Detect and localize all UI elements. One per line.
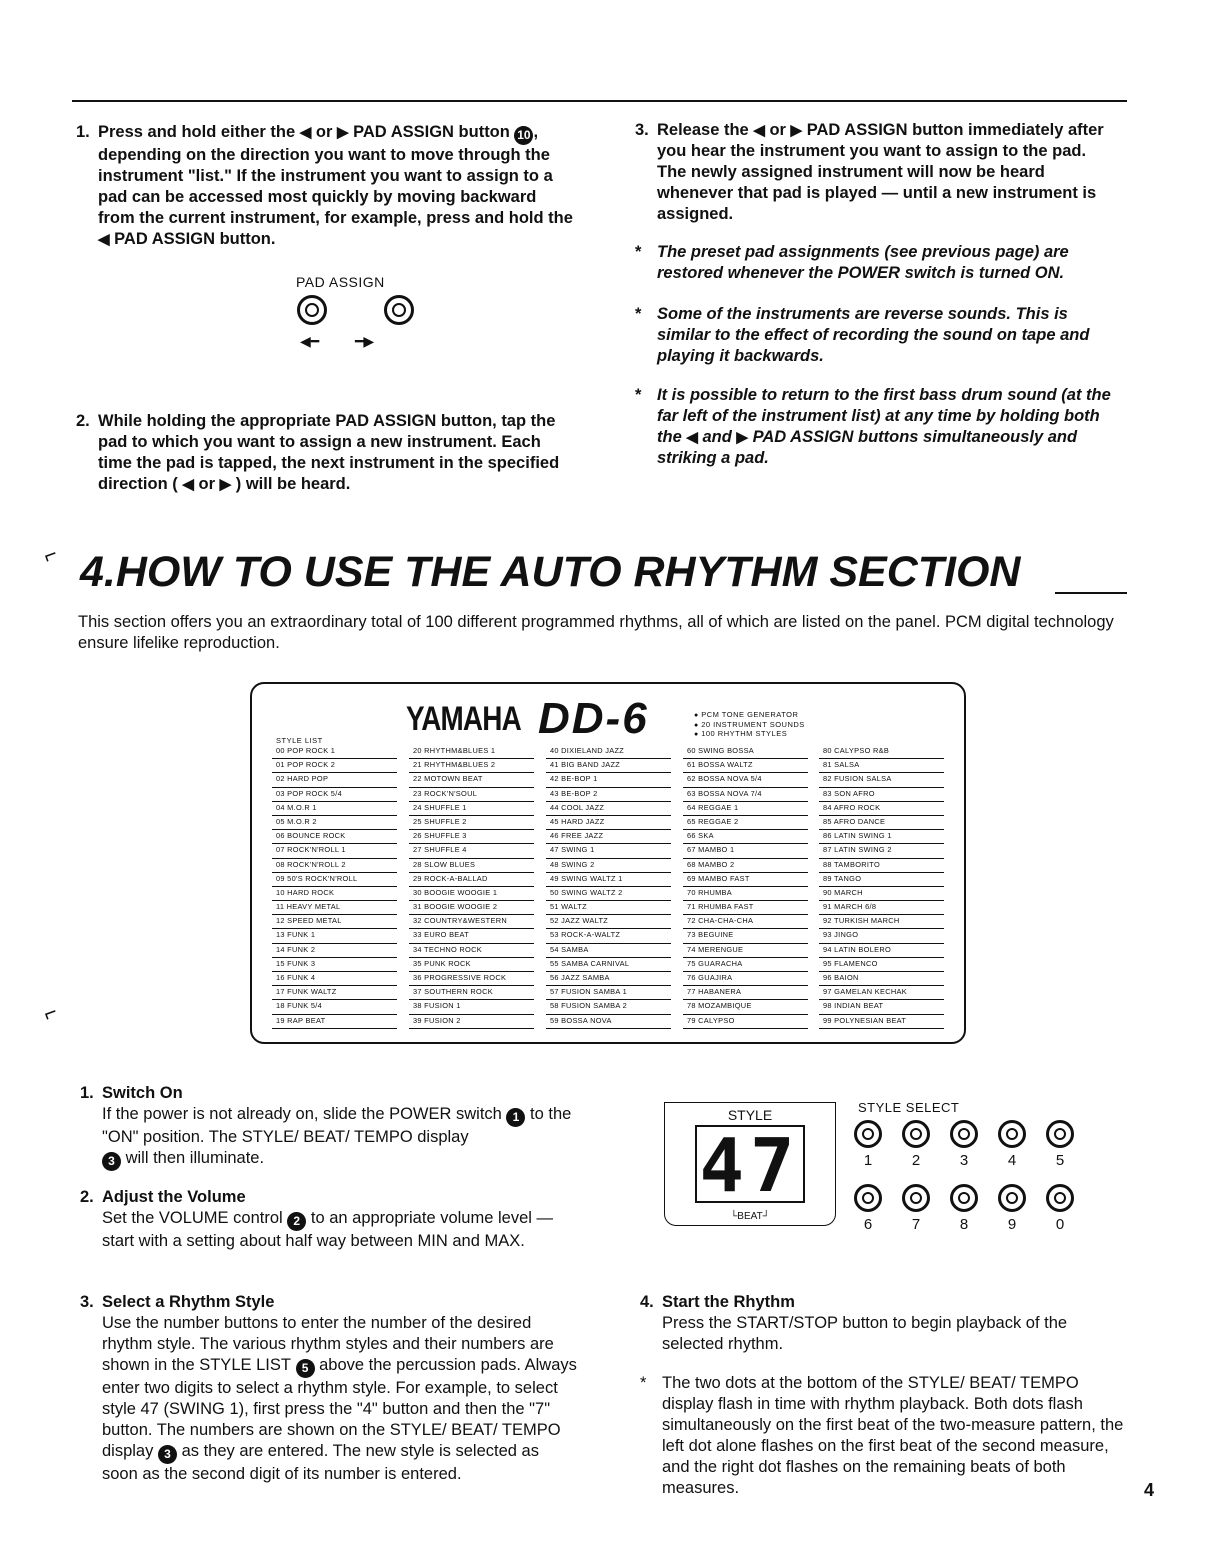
style-list-item: 55 SAMBA CARNIVAL	[546, 958, 671, 972]
style-list-item: 62 BOSSA NOVA 5/4	[683, 773, 808, 787]
style-list-item: 07 ROCK'N'ROLL 1	[272, 844, 397, 858]
style-list-item: 06 BOUNCE ROCK	[272, 830, 397, 844]
style-column-1	[272, 745, 397, 1029]
style-list-item: 97 GAMELAN KECHAK	[819, 986, 944, 1000]
style-list-item: 09 50'S ROCK'N'ROLL	[272, 873, 397, 887]
style-list-item: 74 MERENGUE	[683, 944, 808, 958]
style-list-item: 40 DIXIELAND JAZZ	[546, 745, 671, 759]
style-list-item: 45 HARD JAZZ	[546, 816, 671, 830]
style-button-7[interactable]	[902, 1184, 930, 1212]
style-list-item: 41 BIG BAND JAZZ	[546, 759, 671, 773]
step-2: 2. While holding the appropriate PAD ASSIGN button, tap the pad to which you want to assign a new instrument. Each time the pad is tapped, the next instrument in the specified direction ( ◀ or ▶ ) will be heard.	[76, 412, 560, 493]
right-arrow-icon: ▶	[790, 122, 803, 139]
style-list-item: 60 SWING BOSSA	[683, 745, 808, 759]
style-list-item: 30 BOOGIE WOOGIE 1	[409, 887, 534, 901]
style-list-item: 26 SHUFFLE 3	[409, 830, 534, 844]
style-button-5[interactable]	[1046, 1120, 1074, 1148]
style-list-item: 67 MAMBO 1	[683, 844, 808, 858]
style-column-5	[819, 745, 944, 1029]
style-list-item: 78 MOZAMBIQUE	[683, 1000, 808, 1014]
section-intro: This section offers you an extraordinary total of 100 different programmed rhythms, all of which are listed on the panel. PCM digital technology ensure lifelike reproduction.	[78, 613, 1114, 652]
style-list-item: 94 LATIN BOLERO	[819, 944, 944, 958]
style-list-item: 99 POLYNESIAN BEAT	[819, 1015, 944, 1029]
beat-label: └BEAT┘	[730, 1211, 770, 1222]
style-list-item: 75 GUARACHA	[683, 958, 808, 972]
step-3: 3. Release the ◀ or ▶ PAD ASSIGN button immediately after you hear the instrument you want to assign to the pad. The newly assigned instrument will now be heard whenever that pad is played — until a new instrument is assigned.	[635, 121, 1104, 223]
style-column-4	[683, 745, 808, 1029]
style-column-2	[409, 745, 534, 1029]
style-number: 1	[863, 1152, 873, 1169]
style-list-item: 22 MOTOWN BEAT	[409, 773, 534, 787]
style-button-0[interactable]	[1046, 1184, 1074, 1212]
style-list-item: 23 ROCK'N'SOUL	[409, 788, 534, 802]
style-list-item: 05 M.O.R 2	[272, 816, 397, 830]
right-arrow-icon: ▶	[336, 124, 349, 141]
left-arrow-icon: ◀	[686, 429, 698, 446]
style-list-item: 25 SHUFFLE 2	[409, 816, 534, 830]
style-list-item: 21 RHYTHM&BLUES 2	[409, 759, 534, 773]
style-list-item: 79 CALYPSO	[683, 1015, 808, 1029]
style-list-item: 51 WALTZ	[546, 901, 671, 915]
style-select-row-1	[854, 1120, 1094, 1148]
style-list-item: 38 FUSION 1	[409, 1000, 534, 1014]
style-list-item: 31 BOOGIE WOOGIE 2	[409, 901, 534, 915]
dd6-logo: DD-6	[538, 694, 649, 743]
style-list-item: 65 REGGAE 2	[683, 816, 808, 830]
style-list-item: 53 ROCK-A-WALTZ	[546, 929, 671, 943]
style-list-item: 81 SALSA	[819, 759, 944, 773]
style-button-3[interactable]	[950, 1120, 978, 1148]
style-number: 7	[911, 1216, 921, 1233]
pad-assign-right-button[interactable]	[384, 295, 414, 325]
left-arrow-icon: ◀	[182, 476, 194, 493]
right-arrow-icon: ━▶	[355, 333, 375, 349]
style-list-item: 49 SWING WALTZ 1	[546, 873, 671, 887]
note-reverse: * Some of the instruments are reverse sounds. This is similar to the effect of recording the sound on tape and playing it backwards.	[635, 305, 1090, 365]
style-button-2[interactable]	[902, 1120, 930, 1148]
ref-circle: 3	[158, 1445, 177, 1464]
left-arrow-icon: ◀	[98, 231, 110, 248]
style-numbers-row-2	[854, 1216, 1094, 1233]
style-list-item: 16 FUNK 4	[272, 972, 397, 986]
right-arrow-icon: ▶	[219, 476, 232, 493]
style-list-item: 15 FUNK 3	[272, 958, 397, 972]
style-list-item: 29 ROCK-A-BALLAD	[409, 873, 534, 887]
ref-circle: 1	[506, 1108, 525, 1127]
step-1: 1. Press and hold either the ◀ or ▶ PAD ASSIGN button 10 , depending on the direction you want to move through the instrument "list." If the instrument you want to assign to a pad can be accessed most quickly by moving backward from the current instrument, for example, press and hold the ◀ PAD ASSIGN button.	[76, 123, 573, 248]
style-list-item: 18 FUNK 5/4	[272, 1000, 397, 1014]
page-number: 4	[1144, 1480, 1155, 1500]
style-list-item: 04 M.O.R 1	[272, 802, 397, 816]
style-list-item: 02 HARD POP	[272, 773, 397, 787]
style-select-row-2	[854, 1184, 1094, 1212]
style-list-item: 73 BEGUINE	[683, 929, 808, 943]
style-list-item: 52 JAZZ WALTZ	[546, 915, 671, 929]
style-list-item: 54 SAMBA	[546, 944, 671, 958]
style-number: 9	[1007, 1216, 1017, 1233]
style-list-item: 63 BOSSA NOVA 7/4	[683, 788, 808, 802]
left-arrow-icon: ◀	[753, 122, 765, 139]
ref-circle: 10	[514, 126, 533, 145]
note-return: * It is possible to return to the first bass drum sound (at the far left of the instrument list) at any time by holding both the ◀ and ▶ PAD ASSIGN buttons simultaneously and striking a pad.	[635, 386, 1111, 467]
section-title: 4.HOW TO USE THE AUTO RHYTHM SECTION	[80, 548, 1021, 596]
style-list-item: 90 MARCH	[819, 887, 944, 901]
style-list-item: 96 BAION	[819, 972, 944, 986]
style-list-item: 82 FUSION SALSA	[819, 773, 944, 787]
style-list-item: 91 MARCH 6/8	[819, 901, 944, 915]
style-list-item: 92 TURKISH MARCH	[819, 915, 944, 929]
style-list-item: 14 FUNK 2	[272, 944, 397, 958]
style-list-item: 32 COUNTRY&WESTERN	[409, 915, 534, 929]
style-list-item: 47 SWING 1	[546, 844, 671, 858]
style-list-item: 61 BOSSA WALTZ	[683, 759, 808, 773]
style-list-item: 10 HARD ROCK	[272, 887, 397, 901]
top-rule	[72, 100, 1127, 102]
pad-assign-label: PAD ASSIGN	[296, 274, 385, 290]
feature-item: ● PCM TONE GENERATOR	[694, 711, 805, 721]
display-value: 47	[695, 1125, 805, 1203]
ref-circle: 3	[102, 1152, 121, 1171]
style-list-item: 68 MAMBO 2	[683, 859, 808, 873]
style-list-item: 46 FREE JAZZ	[546, 830, 671, 844]
style-numbers-row-1	[854, 1152, 1094, 1169]
feature-list	[694, 711, 805, 740]
right-arrow-icon: ▶	[736, 429, 748, 446]
style-list-item: 66 SKA	[683, 830, 808, 844]
style-column-3	[546, 745, 671, 1029]
style-list-item: 34 TECHNO ROCK	[409, 944, 534, 958]
style-list-item: 44 COOL JAZZ	[546, 802, 671, 816]
style-list-item: 20 RHYTHM&BLUES 1	[409, 745, 534, 759]
style-button-9[interactable]	[998, 1184, 1026, 1212]
corner-mark-icon: ⌐	[39, 540, 61, 569]
style-list-item: 01 POP ROCK 2	[272, 759, 397, 773]
style-list-item: 13 FUNK 1	[272, 929, 397, 943]
style-list-item: 03 POP ROCK 5/4	[272, 788, 397, 802]
style-list-item: 58 FUSION SAMBA 2	[546, 1000, 671, 1014]
style-number: 2	[911, 1152, 921, 1169]
style-list-item: 35 PUNK ROCK	[409, 958, 534, 972]
style-list-item: 87 LATIN SWING 2	[819, 844, 944, 858]
step-switch-on: 1. Switch On If the power is not already on, slide the POWER switch 1 to the "ON" position. The STYLE/ BEAT/ TEMPO display 3 will then illuminate.	[102, 1083, 572, 1171]
style-button-4[interactable]	[998, 1120, 1026, 1148]
style-list-item: 37 SOUTHERN ROCK	[409, 986, 534, 1000]
style-list-item: 80 CALYPSO R&B	[819, 745, 944, 759]
style-list-item: 70 RHUMBA	[683, 887, 808, 901]
style-list-item: 95 FLAMENCO	[819, 958, 944, 972]
yamaha-logo: YAMAHA	[406, 700, 521, 738]
style-list-item: 85 AFRO DANCE	[819, 816, 944, 830]
style-button-8[interactable]	[950, 1184, 978, 1212]
style-display	[664, 1102, 836, 1226]
style-list-item: 64 REGGAE 1	[683, 802, 808, 816]
style-list-item: 33 EURO BEAT	[409, 929, 534, 943]
ref-circle: 5	[296, 1359, 315, 1378]
feature-item: ● 20 INSTRUMENT SOUNDS	[694, 721, 805, 731]
style-number: 3	[959, 1152, 969, 1169]
style-list-item: 36 PROGRESSIVE ROCK	[409, 972, 534, 986]
ref-circle: 2	[287, 1212, 306, 1231]
style-list-item: 11 HEAVY METAL	[272, 901, 397, 915]
style-list-item: 59 BOSSA NOVA	[546, 1015, 671, 1029]
style-list-item: 93 JINGO	[819, 929, 944, 943]
style-list-item: 88 TAMBORITO	[819, 859, 944, 873]
style-list-item: 24 SHUFFLE 1	[409, 802, 534, 816]
style-list-item: 50 SWING WALTZ 2	[546, 887, 671, 901]
style-number: 0	[1055, 1216, 1065, 1233]
left-arrow-icon: ◀	[299, 124, 312, 141]
style-list-item: 42 BE-BOP 1	[546, 773, 671, 787]
style-list-item: 39 FUSION 2	[409, 1015, 534, 1029]
style-select-label: STYLE SELECT	[858, 1100, 960, 1115]
style-list-item: 43 BE-BOP 2	[546, 788, 671, 802]
display-label: STYLE	[727, 1107, 773, 1123]
style-number: 6	[863, 1216, 873, 1233]
style-number: 5	[1055, 1152, 1065, 1169]
style-number: 4	[1007, 1152, 1017, 1169]
style-list-label: STYLE LIST	[276, 736, 323, 745]
style-list-item: 98 INDIAN BEAT	[819, 1000, 944, 1014]
style-list-item: 86 LATIN SWING 1	[819, 830, 944, 844]
note-beat-dots: * The two dots at the bottom of the STYLE/ BEAT/ TEMPO display flash in time with rhythm playback. Both dots flash simultaneously on the first beat of the two-measure pattern, the left dot alone flashes on the first beat of the second measure, and the right dot flashes on the remaining beats of both measures.	[640, 1374, 1124, 1497]
style-list-item: 56 JAZZ SAMBA	[546, 972, 671, 986]
style-list-item: 83 SON AFRO	[819, 788, 944, 802]
style-list-item: 76 GUAJIRA	[683, 972, 808, 986]
style-list-item: 89 TANGO	[819, 873, 944, 887]
corner-mark-icon: ⌐	[39, 998, 61, 1027]
feature-item: ● 100 RHYTHM STYLES	[694, 730, 805, 740]
style-list-item: 71 RHUMBA FAST	[683, 901, 808, 915]
style-list-item: 17 FUNK WALTZ	[272, 986, 397, 1000]
style-number: 8	[959, 1216, 969, 1233]
style-list-item: 00 POP ROCK 1	[272, 745, 397, 759]
style-list-item: 72 CHA-CHA-CHA	[683, 915, 808, 929]
style-list-item: 69 MAMBO FAST	[683, 873, 808, 887]
style-list-item: 19 RAP BEAT	[272, 1015, 397, 1029]
style-list-item: 84 AFRO ROCK	[819, 802, 944, 816]
step-adjust-volume: 2. Adjust the Volume Set the VOLUME control 2 to an appropriate volume level — start with a setting about half way between MIN and MAX.	[80, 1188, 553, 1250]
style-list-item: 08 ROCK'N'ROLL 2	[272, 859, 397, 873]
style-list-item: 77 HABANERA	[683, 986, 808, 1000]
style-list-item: 27 SHUFFLE 4	[409, 844, 534, 858]
title-underline	[1055, 592, 1127, 594]
style-list-item: 48 SWING 2	[546, 859, 671, 873]
step-start-rhythm: 4. Start the Rhythm Press the START/STOP button to begin playback of the selected rhythm.	[640, 1293, 1068, 1353]
style-list-item: 28 SLOW BLUES	[409, 859, 534, 873]
style-button-1[interactable]	[854, 1120, 882, 1148]
style-list-item: 57 FUSION SAMBA 1	[546, 986, 671, 1000]
note-preset: * The preset pad assignments (see previous page) are restored whenever the POWER switch is turned ON.	[635, 243, 1069, 282]
style-button-6[interactable]	[854, 1184, 882, 1212]
left-arrow-icon: ◀━	[300, 333, 320, 349]
style-list-item: 12 SPEED METAL	[272, 915, 397, 929]
pad-assign-left-button[interactable]	[297, 295, 327, 325]
step-select-style: 3. Select a Rhythm Style Use the number buttons to enter the number of the desired rhythm style. The various rhythm styles and their numbers are shown in the STYLE LIST 5 above the percussion pads. Always enter two digits to select a rhythm style. For example, to select style 47 (SWING 1), first press the "4" button and then the "7" button. The numbers are shown on the STYLE/ BEAT/ TEMPO display 3 as they are entered. The new style is selected as soon as the second digit of its number is entered.	[80, 1293, 577, 1483]
